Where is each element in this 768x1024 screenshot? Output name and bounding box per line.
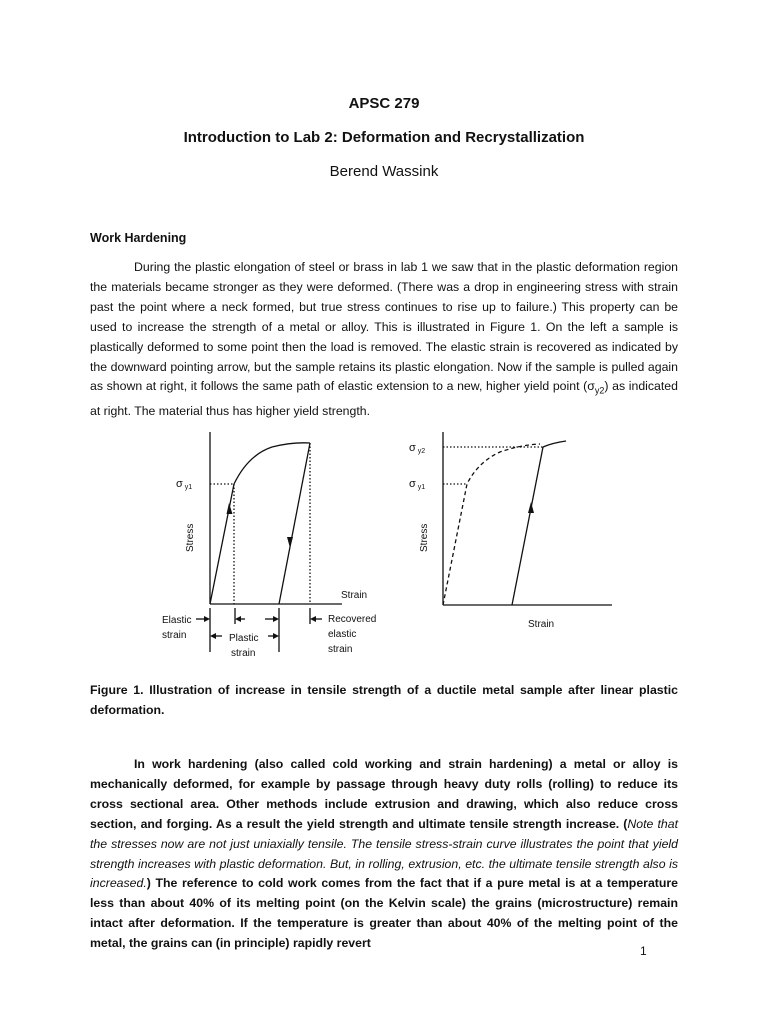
elastic-strain-label-2: strain — [162, 630, 187, 641]
right-y-axis-label: Stress — [419, 523, 430, 552]
right-x-axis-label: Strain — [528, 619, 555, 630]
right-new-curve — [543, 441, 566, 447]
paragraph-cold-work — [90, 755, 678, 954]
left-yield-label: σy1 — [176, 478, 193, 491]
sigma-symbol: σ — [587, 379, 595, 394]
elastic-arrow-head-right-icon — [235, 616, 241, 622]
paragraph-text-end: ) as indicated at right. The material thus has higher yield strength. — [90, 379, 678, 418]
recovered-arrow-head-left-icon — [273, 616, 279, 622]
figure-caption: Figure 1. Illustration of increase in tensile strength of a ductile metal sample after linear plastic deformation. — [90, 683, 678, 717]
elastic-strain-label-1: Elastic — [162, 615, 192, 626]
left-unloading-line — [279, 443, 310, 604]
plastic-arrow-head-left-icon — [210, 633, 216, 639]
paragraph-text: In work hardening (also called cold working and strain hardening) a metal or alloy is mechanically deformed, for example by passage through heavy duty rolls (rolling) to reduce its cross sectional area. Other methods include extrusion and drawing, which also reduce cross section, and forging. As a result the yield strength and ultimate tensile strength increase. ( — [90, 757, 678, 831]
right-reloading-line — [512, 447, 543, 605]
sigma-subscript: y2 — [594, 385, 605, 396]
right-plot-labels — [409, 442, 554, 630]
left-plot-labels — [162, 478, 376, 659]
author-name: Berend Wassink — [329, 163, 439, 180]
document-title: Introduction to Lab 2: Deformation and Recrystallization — [183, 129, 585, 146]
paragraph-text-end: The reference to cold work comes from the fact that if a pure metal is at a temperature less than about 40% of its melting point (on the Kelvin scale) the grains (microstructure) remain intact after deformation. If the temperature is greater than about 40% of the melting point of the metal, the grains can (in principle) rapidly revert — [90, 876, 679, 951]
right-original-dashed-curve — [443, 444, 540, 605]
unloading-arrow-icon — [287, 537, 293, 548]
plastic-arrow-head-right-icon — [273, 633, 279, 639]
recovered-label-2: elastic — [328, 629, 357, 640]
recovered-arrow-head-right-icon — [310, 616, 316, 622]
loading-arrow-icon — [227, 503, 233, 514]
left-x-axis-label: Strain — [341, 590, 368, 601]
recovered-label-1: Recovered — [328, 614, 377, 625]
note-close: ) — [146, 876, 156, 891]
reloading-arrow-icon — [528, 502, 534, 513]
page-number: 1 — [640, 944, 647, 958]
left-stress-strain-plot — [196, 432, 342, 652]
section-heading: Work Hardening — [90, 231, 187, 245]
right-stress-strain-plot — [443, 432, 612, 605]
elastic-arrow-head-icon — [204, 616, 210, 622]
plastic-strain-label-2: strain — [231, 648, 256, 659]
paragraph-text: During the plastic elongation of steel or brass in lab 1 we saw that in the plastic deformation region the materials became stronger as they were deformed. (There was a drop in engineering stress with strain past the point where a neck formed, but true stress continues to rise up to failure.) This property can be used to increase the strength of a metal or alloy. This is illustrated in Figure 1. On the left a sample is plastically deformed to some point then the load is removed. The elastic strain is recovered as indicated by the downward pointing arrow, but the sample retains its plastic elongation. Now if the sample is pulled again as shown at right, it follows the same path of elastic extension to a new, higher yield point ( — [90, 260, 678, 394]
course-code: APSC 279 — [348, 95, 420, 112]
recovered-label-3: strain — [328, 644, 353, 655]
right-yield2-label: σy2 — [409, 442, 426, 455]
left-y-axis-label: Stress — [185, 523, 196, 552]
right-yield1-label: σy1 — [409, 478, 426, 491]
left-elastic-loading-line — [210, 484, 234, 604]
left-plastic-curve — [234, 443, 310, 484]
italic-note: Note that the stresses now are not just uniaxially tensile. The tensile stress-strain curve illustrates the point that yield strength increases with plastic deformation. But, in rolling, extrusion, etc. the ultimate tensile strength also is increased. — [90, 816, 678, 891]
plastic-strain-label-1: Plastic — [229, 633, 259, 644]
